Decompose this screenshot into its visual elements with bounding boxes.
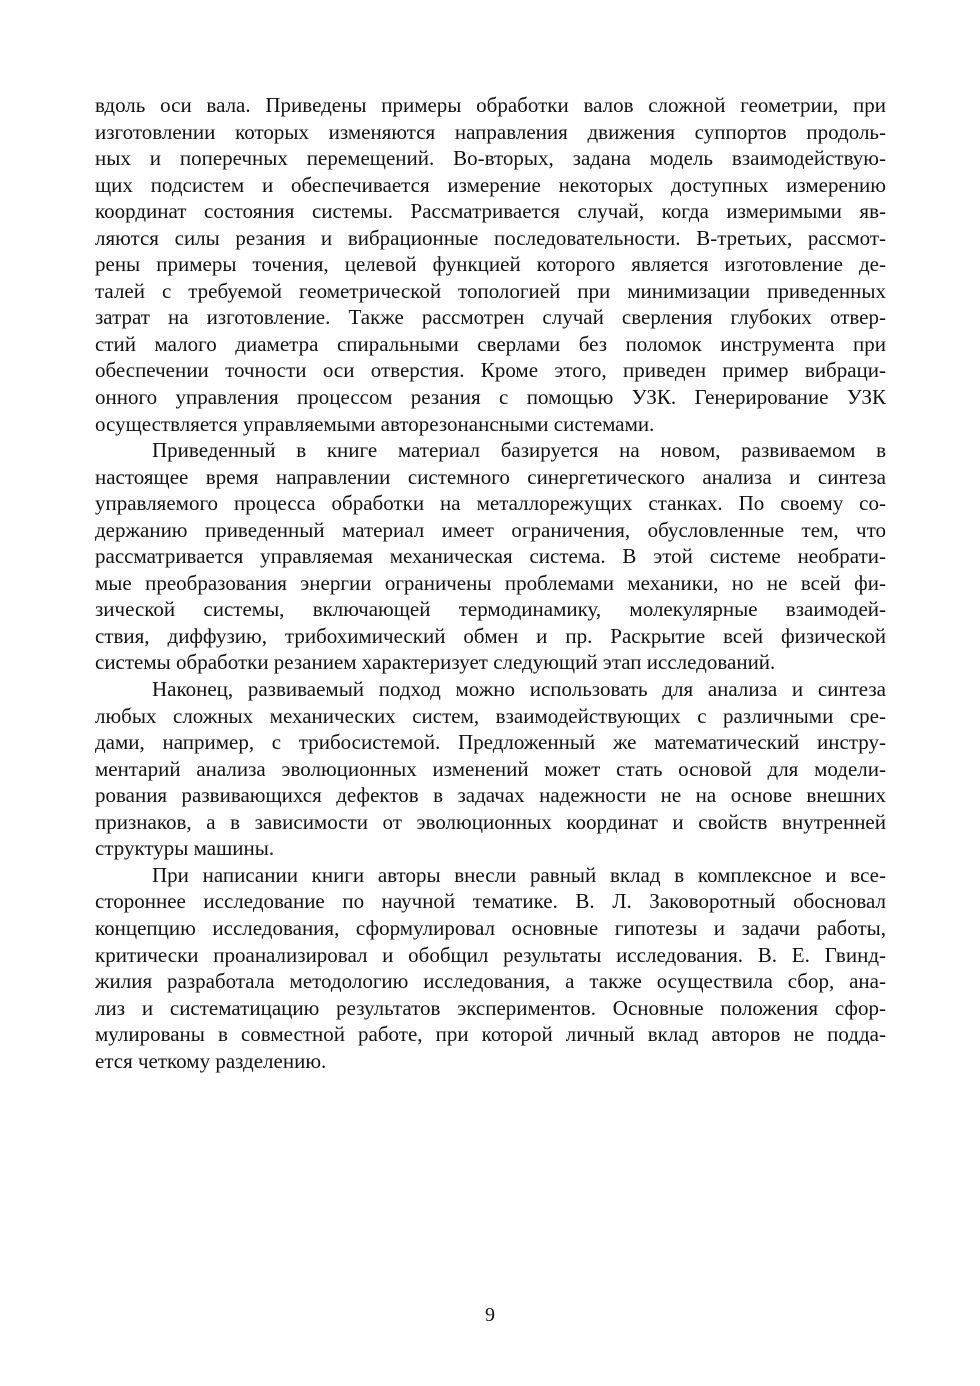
text-line: любых сложных механических систем, взаимодействующих с различными сре- bbox=[95, 703, 886, 728]
text-line: держанию приведенный материал имеет ограничения, обусловленные тем, что bbox=[95, 517, 886, 542]
text-line: вдоль оси вала. Приведены примеры обработки валов сложной геометрии, при bbox=[95, 93, 886, 117]
text-line: изготовлении которых изменяются направления движения суппортов продоль- bbox=[95, 119, 886, 144]
text-line: рования развивающихся дефектов в задачах надежности не на основе внешних bbox=[95, 783, 886, 808]
text-line: дами, например, с трибосистемой. Предложенный же математический инстру- bbox=[95, 730, 886, 755]
text-line: ментарий анализа эволюционных изменений может стать основой для модели- bbox=[95, 756, 886, 781]
text-line: жилия разработала методологию исследования, а также осуществила сбор, ана- bbox=[95, 969, 886, 994]
paragraph bbox=[95, 92, 886, 437]
text-line: рассматривается управляемая механическая система. В этой системе необрати- bbox=[95, 544, 886, 569]
text-line: мые преобразования энергии ограничены проблемами механики, но не всей фи- bbox=[95, 570, 886, 595]
text-line: лиз и систематицацию результатов экспериментов. Основные положения сфор- bbox=[95, 995, 886, 1020]
text-line: осуществляется управляемыми авторезонансными системами. bbox=[95, 411, 655, 436]
paragraph bbox=[95, 437, 886, 676]
text-line: структуры машины. bbox=[95, 836, 275, 861]
text-line: Приведенный в книге материал базируется на новом, развиваемом в bbox=[152, 438, 886, 463]
paragraph bbox=[95, 676, 886, 862]
text-line: При написании книги авторы внесли равный вклад в комплексное и все- bbox=[152, 862, 886, 887]
text-line: зической системы, включающей термодинамику, молекулярные взаимодей- bbox=[95, 597, 886, 622]
text-line: Наконец, развиваемый подход можно использовать для анализа и синтеза bbox=[152, 677, 886, 702]
body-text bbox=[95, 92, 886, 1074]
text-line: обеспечении точности оси отверстия. Кроме этого, приведен пример вибраци- bbox=[95, 358, 886, 383]
page-number: 9 bbox=[485, 1304, 495, 1326]
text-line: щих подсистем и обеспечивается измерение некоторых доступных измерению bbox=[95, 172, 886, 197]
text-line: признаков, а в зависимости от эволюционных координат и свойств внутренней bbox=[95, 809, 886, 834]
text-line: ется четкому разделению. bbox=[95, 1048, 327, 1073]
text-line: талей с требуемой геометрической топологией при минимизации приведенных bbox=[95, 278, 886, 303]
text-line: затрат на изготовление. Также рассмотрен случай сверления глубоких отвер- bbox=[95, 305, 886, 330]
text-line: онного управления процессом резания с помощью УЗК. Генерирование УЗК bbox=[95, 385, 886, 410]
text-line: рены примеры точения, целевой функцией которого является изготовление де- bbox=[95, 252, 886, 277]
text-line: стий малого диаметра спиральными сверлами без поломок инструмента при bbox=[95, 331, 886, 356]
text-line: ствия, диффузию, трибохимический обмен и пр. Раскрытие всей физической bbox=[95, 623, 886, 648]
text-line: настоящее время направлении системного синергетического анализа и синтеза bbox=[95, 464, 886, 489]
text-line: стороннее исследование по научной тематике. В. Л. Заковоротный обосновал bbox=[95, 889, 886, 914]
text-line: управляемого процесса обработки на металлорежущих станках. По своему со- bbox=[95, 491, 886, 516]
text-line: концепцию исследования, сформулировал основные гипотезы и задачи работы, bbox=[95, 915, 886, 940]
text-line: ных и поперечных перемещений. Во-вторых, задана модель взаимодействую- bbox=[95, 146, 886, 171]
text-line: системы обработки резанием характеризует следующий этап исследований. bbox=[95, 650, 776, 675]
paragraph bbox=[95, 862, 886, 1074]
text-line: критически проанализировал и обобщил результаты исследования. В. Е. Гвинд- bbox=[95, 942, 886, 967]
text-line: ляются силы резания и вибрационные последовательности. В-третьих, рассмот- bbox=[95, 225, 886, 250]
text-line: мулированы в совместной работе, при которой личный вклад авторов не подда- bbox=[95, 1022, 886, 1047]
text-line: координат состояния системы. Рассматривается случай, когда измеримыми яв- bbox=[95, 199, 886, 224]
